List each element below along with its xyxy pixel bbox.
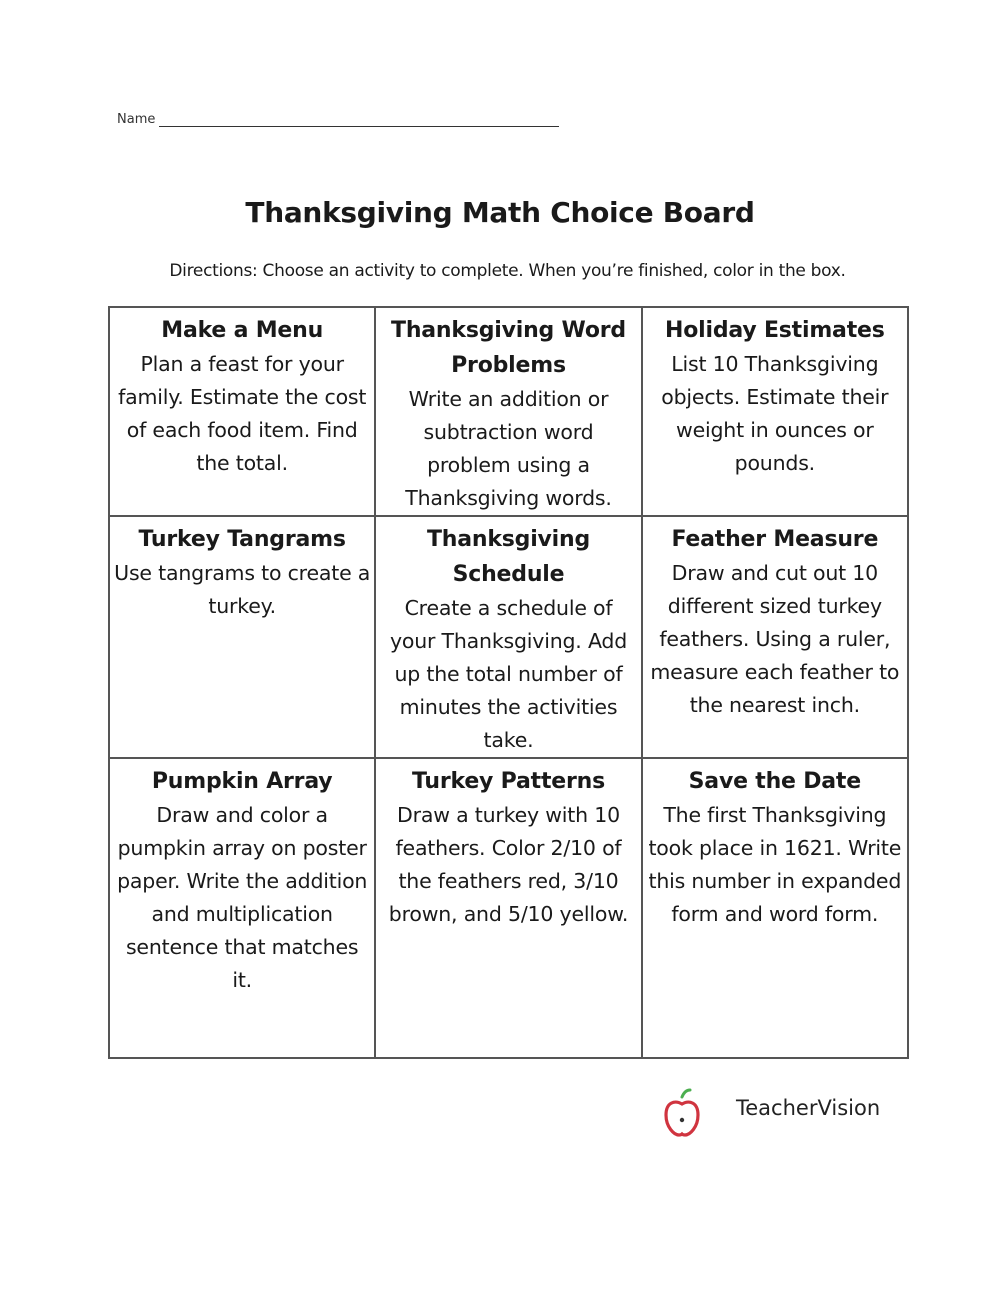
cell-text: Use tangrams to create a turkey. bbox=[114, 561, 371, 618]
board-cell-thanksgiving-schedule[interactable] bbox=[375, 516, 641, 758]
cell-text: Draw a turkey with 10 feathers. Color 2/10 of the feathers red, 3/10 brown, and 5/10 yellow. bbox=[388, 803, 629, 926]
cell-title: Holiday Estimates bbox=[665, 318, 885, 343]
board-cell-thanksgiving-word-problems[interactable] bbox=[375, 307, 641, 516]
cell-title: Feather Measure bbox=[671, 527, 879, 552]
cell-title: Pumpkin Array bbox=[151, 769, 333, 794]
brand-name: TeacherVision bbox=[736, 1096, 881, 1120]
cell-title: Save the Date bbox=[688, 769, 861, 794]
name-blank-line[interactable] bbox=[159, 112, 559, 127]
board-row bbox=[109, 516, 908, 758]
board-cell-save-the-date[interactable] bbox=[642, 758, 908, 1058]
cell-text: Plan a feast for your family. Estimate the cost of each food item. Find the total. bbox=[118, 352, 367, 475]
board-cell-turkey-patterns[interactable] bbox=[375, 758, 641, 1058]
name-label: Name bbox=[117, 112, 156, 127]
cell-text: Draw and cut out 10 different sized turkey feathers. Using a ruler, measure each feather to the nearest inch. bbox=[650, 561, 900, 717]
cell-title: Make a Menu bbox=[161, 318, 324, 343]
cell-title: Thanksgiving Word Problems bbox=[391, 318, 626, 378]
cell-text: Draw and color a pumpkin array on poster paper. Write the addition and multiplication sentence that matches it. bbox=[117, 803, 368, 992]
cell-title: Turkey Patterns bbox=[411, 769, 605, 794]
cell-text: List 10 Thanksgiving objects. Estimate their weight in ounces or pounds. bbox=[661, 352, 889, 475]
name-field[interactable] bbox=[117, 112, 559, 127]
cell-title: Turkey Tangrams bbox=[138, 527, 346, 552]
apple-icon bbox=[662, 1088, 702, 1138]
choice-board bbox=[108, 306, 909, 1059]
board-cell-feather-measure[interactable] bbox=[642, 516, 908, 758]
board-cell-holiday-estimates[interactable] bbox=[642, 307, 908, 516]
board-cell-make-a-menu[interactable] bbox=[109, 307, 375, 516]
cell-text: Write an addition or subtraction word problem using a Thanksgiving words. bbox=[405, 387, 612, 510]
directions-text: Directions: Choose an activity to complete. When you’re finished, color in the box. bbox=[169, 261, 846, 281]
brand-logo bbox=[662, 1088, 880, 1138]
board-row bbox=[109, 758, 908, 1058]
cell-text: Create a schedule of your Thanksgiving. Add up the total number of minutes the activities take. bbox=[389, 596, 628, 752]
board-row bbox=[109, 307, 908, 516]
page-title: Thanksgiving Math Choice Board bbox=[245, 196, 755, 229]
board-cell-turkey-tangrams[interactable] bbox=[109, 516, 375, 758]
board-cell-pumpkin-array[interactable] bbox=[109, 758, 375, 1058]
cell-text: The first Thanksgiving took place in 1621. Write this number in expanded form and word form. bbox=[648, 803, 902, 926]
cell-title: Thanksgiving Schedule bbox=[426, 527, 591, 587]
